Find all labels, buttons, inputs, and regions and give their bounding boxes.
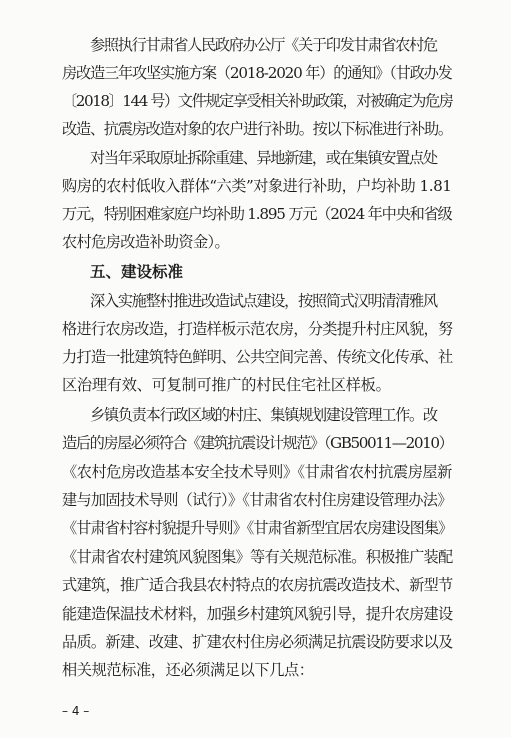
paragraph-4-line-10: 相关规范标准，还必须满足以下几点：: [62, 661, 314, 679]
paragraph-2-line-1: 对当年采取原址拆除重建、异地新建，或在集镇安置点处: [90, 149, 437, 167]
paragraph-4-line-3: 《农村危房改造基本安全技术导则》《甘肃省农村抗震房屋新: [62, 463, 452, 481]
paragraph-4-line-6: 《甘肃省农村建筑风貌图集》等有关规范标准。积极推广装配: [62, 548, 453, 566]
paragraph-3-line-1: 深入实施整村推进改造试点建设，按照简式汉明清清雅风: [90, 292, 437, 310]
paragraph-4-line-5: 《甘肃省村容村貌提升导则》《甘肃省新型宜居农房建设图集》: [62, 519, 453, 537]
paragraph-4-line-1: 乡镇负责本行政区域的村庄、集镇规划建设管理工作。改: [90, 406, 437, 424]
paragraph-2-line-3: 万元，特别困难家庭户均补助 1.895 万元（2024 年中央和省级: [62, 205, 452, 223]
paragraph-3-line-4: 区治理有效、可复制可推广的村民住宅社区样板。: [62, 376, 391, 394]
paragraph-1-line-3: 〔2018〕144 号）文件规定享受相关补助政策，对被确定为危房: [62, 92, 453, 110]
paragraph-1-line-2: 房改造三年攻坚实施方案（2018-2020 年）的通知》（甘政办发: [62, 64, 452, 82]
paragraph-2-line-2: 购房的农村低收入群体“六类”对象进行补助，户均补助 1.81: [62, 177, 452, 195]
paragraph-1-line-4: 改造、抗震房改造对象的农户进行补助。按以下标准进行补助。: [62, 120, 452, 138]
paragraph-4-line-4: 建与加固技术导则（试行）》《甘肃省农村住房建设管理办法》: [62, 491, 452, 509]
paragraph-3-line-3: 力打造一批建筑特色鲜明、公共空间完善、传统文化传承、社: [62, 348, 453, 366]
paragraph-4-line-7: 式建筑，推广适合我县农村特点的农房抗震改造技术、新型节: [62, 576, 453, 594]
paragraph-3-line-2: 格进行农房改造，打造样板示范农房，分类提升村庄风貌，努: [62, 320, 453, 338]
paragraph-2-line-4: 农村危房改造补助资金）。: [62, 233, 230, 251]
paragraph-1-line-1: 参照执行甘肃省人民政府办公厅《关于印发甘肃省农村危: [90, 36, 437, 54]
section-heading: 五、建设标准: [90, 263, 184, 281]
paragraph-4-line-2: 造后的房屋必须符合《建筑抗震设计规范》（GB50011—2010）: [62, 434, 453, 452]
page-number: – 4 –: [62, 704, 90, 718]
paragraph-4-line-9: 品质。新建、改建、扩建农村住房必须满足抗震设防要求以及: [62, 633, 453, 651]
paragraph-4-line-8: 能建造保温技术材料，加强乡村建筑风貌引导，提升农房建设: [62, 605, 453, 623]
